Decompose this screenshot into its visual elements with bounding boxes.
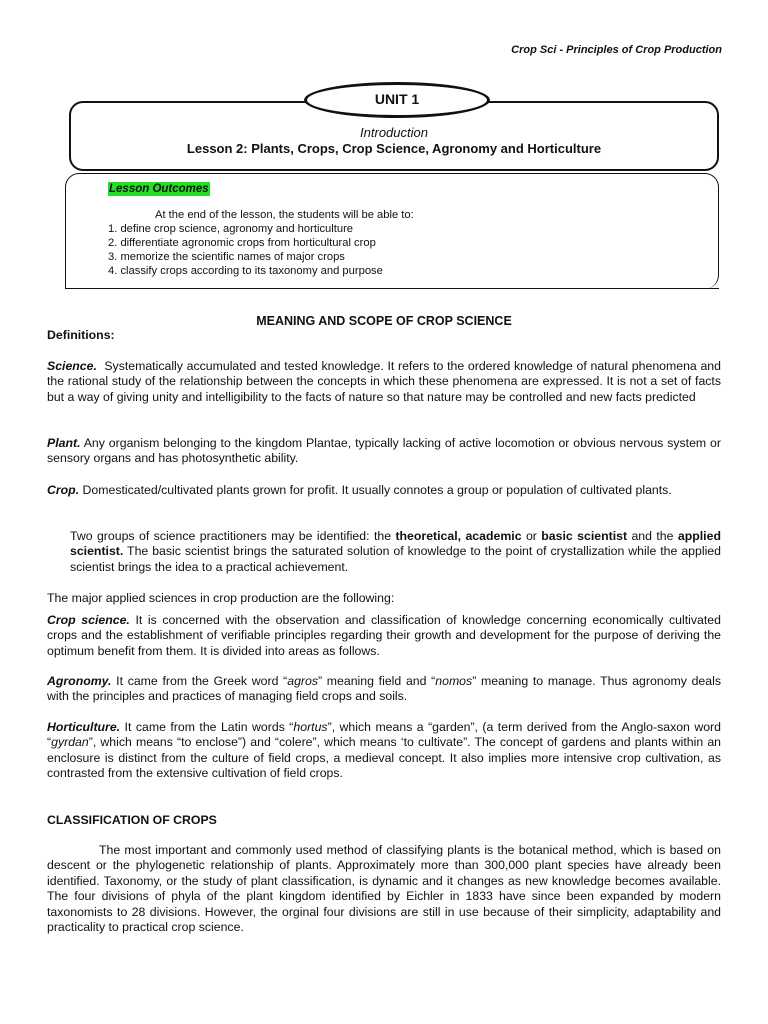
term-agronomy: Agronomy. bbox=[47, 674, 112, 688]
outcomes-label: Lesson Outcomes bbox=[109, 183, 209, 195]
definition-plant bbox=[47, 436, 721, 467]
term-crop-science: Crop science. bbox=[47, 613, 130, 627]
word-gyrdan: gyrdan bbox=[51, 735, 89, 750]
running-header: Crop Sci - Principles of Crop Production bbox=[511, 44, 722, 56]
crop-science-paragraph bbox=[47, 613, 721, 659]
practitioners-paragraph bbox=[70, 529, 721, 575]
definition-crop bbox=[47, 483, 721, 498]
bold-theoretical: theoretical, academic bbox=[395, 529, 522, 543]
word-hortus: hortus bbox=[293, 720, 328, 734]
text-run: It came from the Latin words “ bbox=[120, 720, 294, 734]
term-science: Science. bbox=[47, 359, 97, 373]
text-run: It came from the Greek word “ bbox=[111, 674, 288, 688]
section-title-meaning: MEANING AND SCOPE OF CROP SCIENCE bbox=[256, 314, 512, 328]
text-run: Two groups of science practitioners may be identified: the bbox=[70, 529, 396, 543]
definition-science bbox=[47, 359, 721, 405]
text-run: The basic scientist brings the saturated solution of knowledge to the point of crystallization while the applied scientist brings the idea to a practical achievement. bbox=[70, 544, 721, 574]
definitions-label: Definitions: bbox=[47, 328, 115, 342]
word-nomos: nomos bbox=[435, 674, 473, 688]
definition-plant-text: Any organism belonging to the kingdom Plantae, typically lacking of active locomotion or obvious nervous system or sensory organs and has photosynthetic ability. bbox=[47, 436, 721, 466]
lesson-title: Lesson 2: Plants, Crops, Crop Science, Agronomy and Horticulture bbox=[186, 141, 602, 156]
text-run: ” meaning field and “ bbox=[318, 674, 436, 688]
text-run: or bbox=[521, 529, 542, 543]
definition-science-text: Systematically accumulated and tested knowledge. It refers to the ordered knowledge of natural phenomena and the rational study of the relationship between the concepts in which these phenomena are expressed. It is not a set of facts but a way of giving unity and intelligibility to the facts of nature so that nature may be controlled and new facts predicted bbox=[47, 359, 721, 404]
outcomes-box-bottom bbox=[65, 288, 719, 289]
definition-crop-text: Domesticated/cultivated plants grown for profit. It usually connotes a group or population of cultivated plants. bbox=[82, 483, 672, 497]
agronomy-paragraph bbox=[47, 674, 721, 705]
unit-label: UNIT 1 bbox=[304, 82, 490, 118]
bold-applied-scientist: applied scientist. bbox=[70, 529, 721, 559]
outcomes-intro: At the end of the lesson, the students will be able to: bbox=[155, 209, 414, 221]
major-sciences-intro: The major applied sciences in crop production are the following: bbox=[47, 591, 395, 605]
term-horticulture: Horticulture. bbox=[47, 720, 121, 734]
unit-subtitle: Introduction bbox=[360, 125, 428, 140]
term-crop: Crop. bbox=[47, 483, 80, 497]
classification-paragraph: The most important and commonly used method of classifying plants is the botanical method, which is based on descent or the phylogenetic relationship of plants. Approximately more than 300,000 plant species have already been identified. Taxonomy, or the study of plant classification, is dynamic and it changes as new knowledge becomes available. The four divisions of phyla of the plant kingdom identified by Eichler in 1833 have since been expanded by modern taxonomists to 28 divisions. However, the orginal four divisions are still in use because of their simplicity, adaptability and practicality to practical crop science. bbox=[47, 843, 721, 935]
text-run: ”, which means a “garden”, (a term derived from the Anglo-saxon word “ bbox=[47, 720, 721, 750]
horticulture-paragraph bbox=[47, 720, 721, 782]
text-run: and the bbox=[627, 529, 678, 543]
crop-science-text: It is concerned with the observation and classification of knowledge concerning economically cultivated crops and the establishment of verifiable principles regarding their growth and development for the purpose of deriving the optimum benefit from them. It is divided into areas as follows. bbox=[47, 613, 721, 658]
bold-basic-scientist: basic scientist bbox=[541, 529, 628, 543]
text-run: ” meaning to manage. Thus agronomy deals with the principles and practices of managing field crops and soils. bbox=[47, 674, 721, 704]
outcome-item: 2. differentiate agronomic crops from horticultural crop bbox=[108, 237, 376, 249]
outcome-item: 3. memorize the scientific names of major crops bbox=[108, 251, 345, 263]
outcome-item: 4. classify crops according to its taxonomy and purpose bbox=[108, 265, 383, 277]
outcome-item: 1. define crop science, agronomy and horticulture bbox=[108, 223, 354, 235]
term-plant: Plant. bbox=[47, 436, 81, 450]
word-agros: agros bbox=[287, 674, 318, 688]
section-title-classification: CLASSIFICATION OF CROPS bbox=[47, 813, 217, 827]
text-run: ”, which means “to enclose”) and “colere”, which means ‘to cultivate”. The concept of gardens and plants within an enclosure is distinct from the culture of field crops, a medieval concept. It also implies more intensive crop cultivation, as contrasted from the extensive cultivation of field crops. bbox=[47, 735, 721, 781]
outcomes-list bbox=[108, 222, 383, 278]
